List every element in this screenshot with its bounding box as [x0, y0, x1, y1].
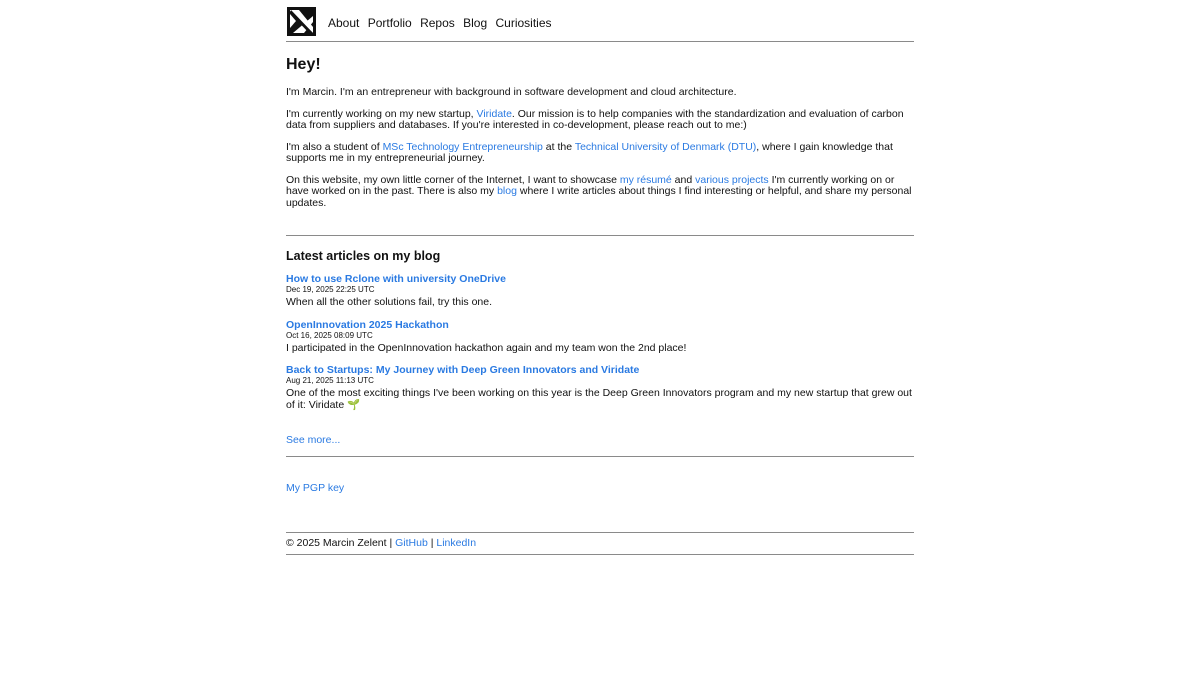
pgp-key-link[interactable]: My PGP key — [286, 482, 345, 494]
blog-link[interactable]: blog — [497, 185, 517, 197]
intro-text: I'm also a student of — [286, 140, 383, 153]
nav-blog[interactable]: Blog — [463, 16, 488, 30]
intro-paragraph-4 — [286, 175, 914, 210]
intro-paragraph-3 — [286, 142, 914, 165]
article-item — [286, 364, 914, 411]
intro-text: , where I gain knowledge that supports me in my entrepreneurial journey. — [286, 140, 893, 164]
intro-paragraph-2 — [286, 109, 914, 132]
footer-separator: | — [386, 537, 396, 549]
mz-logo-icon[interactable] — [287, 7, 316, 36]
intro-text: I'm currently working on my new startup, — [286, 107, 477, 120]
intro-text: at the — [542, 140, 575, 153]
article-description: One of the most exciting things I've been working on this year is the Deep Green Innovators program and my new startup that grew out of it: Viridate 🌱 — [286, 387, 912, 411]
see-more-link[interactable]: See more... — [286, 434, 341, 446]
footer-separator: | — [427, 537, 437, 549]
intro-section — [286, 56, 914, 209]
page-heading: Hey! — [286, 56, 321, 73]
article-item — [286, 273, 914, 309]
nav-repos[interactable]: Repos — [420, 16, 455, 30]
intro-text: On this website, my own little corner of the Internet, I want to showcase — [286, 173, 620, 186]
article-item — [286, 319, 914, 355]
projects-link[interactable]: various projects — [695, 173, 769, 186]
intro-text: and — [671, 173, 696, 186]
linkedin-link[interactable]: LinkedIn — [436, 537, 477, 549]
article-title-link[interactable]: Back to Startups: My Journey with Deep Green Innovators and Viridate — [286, 364, 640, 376]
resume-link[interactable]: my résumé — [619, 173, 672, 186]
article-date: Dec 19, 2025 22:25 UTC — [286, 285, 375, 294]
copyright: © 2025 Marcin Zelent — [286, 537, 387, 549]
nav-portfolio[interactable]: Portfolio — [367, 16, 412, 30]
divider — [286, 456, 914, 457]
page — [286, 0, 914, 555]
github-link[interactable]: GitHub — [395, 537, 428, 549]
msc-program-link[interactable]: MSc Technology Entrepreneurship — [382, 140, 543, 153]
main-nav — [328, 16, 557, 30]
intro-text: where I write articles about things I find interesting or helpful, and share my personal updates. — [286, 185, 912, 209]
latest-heading: Latest articles on my blog — [286, 249, 441, 263]
intro-paragraph-1: I'm Marcin. I'm an entrepreneur with background in software development and cloud architecture. — [286, 86, 737, 98]
site-header — [286, 0, 914, 42]
intro-text: I'm currently working on or have worked on in the past. There is also my — [286, 173, 895, 197]
site-footer — [286, 532, 914, 555]
nav-curiosities[interactable]: Curiosities — [495, 16, 552, 30]
article-description: I participated in the OpenInnovation hackathon again and my team won the 2nd place! — [286, 341, 687, 354]
article-title-link[interactable]: How to use Rclone with university OneDrive — [286, 273, 506, 285]
intro-text: . Our mission is to help companies with the standardization and evaluation of carbon data from suppliers and databases. If you're interested in co-development, please reach out to me:) — [286, 107, 904, 131]
article-description: When all the other solutions fail, try this one. — [286, 296, 493, 308]
article-date: Aug 21, 2025 11:13 UTC — [286, 376, 374, 385]
nav-about[interactable]: About — [328, 16, 360, 30]
viridate-link[interactable]: Viridate — [476, 107, 512, 120]
divider — [286, 235, 914, 236]
latest-articles — [286, 249, 914, 446]
article-date: Oct 16, 2025 08:09 UTC — [286, 330, 373, 340]
dtu-link[interactable]: Technical University of Denmark (DTU) — [574, 140, 757, 153]
article-title-link[interactable]: OpenInnovation 2025 Hackathon — [286, 318, 449, 331]
